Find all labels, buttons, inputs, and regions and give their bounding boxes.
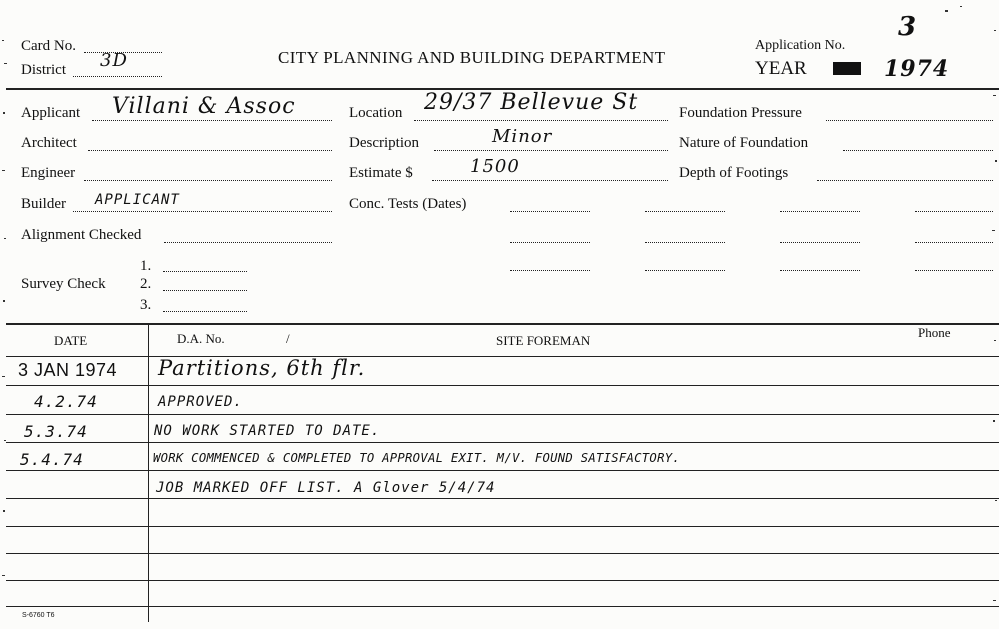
- log-entry-3: NO WORK STARTED TO DATE.: [154, 423, 381, 439]
- year-value: 1974: [884, 56, 950, 82]
- conc-tests-label: Conc. Tests (Dates): [349, 196, 467, 212]
- estimate-value: 1500: [470, 156, 520, 177]
- alignment-label: Alignment Checked: [21, 227, 142, 243]
- year-label: YEAR: [755, 58, 807, 79]
- applicant-label: Applicant: [21, 105, 81, 121]
- survey-2: 2.: [140, 276, 152, 292]
- card-no-label: Card No.: [21, 38, 76, 54]
- phone-header: Phone: [918, 325, 951, 340]
- location-label: Location: [349, 105, 403, 121]
- description-label: Description: [349, 135, 419, 151]
- survey-label: Survey Check: [21, 276, 106, 292]
- log-date-1: 3 JAN 1974: [18, 360, 118, 380]
- application-no-label: Application No.: [755, 38, 846, 53]
- estimate-label: Estimate $: [349, 165, 413, 181]
- log-date-4: 5.4.74: [20, 450, 84, 469]
- da-slash: /: [286, 331, 290, 346]
- date-header: DATE: [54, 333, 88, 348]
- log-entry-1: Partitions, 6th flr.: [158, 356, 366, 380]
- engineer-label: Engineer: [21, 165, 76, 181]
- applicant-value: Villani & Assoc: [112, 94, 296, 119]
- log-date-2: 4.2.74: [34, 392, 98, 411]
- district-value: 3D: [100, 50, 128, 71]
- location-value: 29/37 Bellevue St: [424, 90, 639, 115]
- department-title: CITY PLANNING AND BUILDING DEPARTMENT: [278, 48, 666, 67]
- survey-1: 1.: [140, 258, 152, 274]
- description-value: Minor: [492, 126, 553, 147]
- form-code: S-6760 T6: [22, 612, 55, 619]
- da-no-header: D.A. No.: [177, 331, 225, 346]
- builder-label: Builder: [21, 196, 66, 212]
- depth-footings-label: Depth of Footings: [679, 165, 789, 181]
- application-no-value: 3: [898, 12, 918, 42]
- log-date-3: 5.3.74: [24, 422, 88, 441]
- builder-value: APPLICANT: [95, 192, 180, 208]
- log-entry-4: WORK COMMENCED & COMPLETED TO APPROVAL EXIT. M/V. FOUND SATISFACTORY.: [153, 451, 680, 465]
- survey-3: 3.: [140, 297, 152, 313]
- log-entry-5: JOB MARKED OFF LIST. A Glover 5/4/74: [156, 480, 496, 496]
- architect-label: Architect: [21, 135, 77, 151]
- foundation-pressure-label: Foundation Pressure: [679, 105, 802, 121]
- district-label: District: [21, 62, 66, 78]
- nature-foundation-label: Nature of Foundation: [679, 135, 809, 151]
- site-foreman-header: SITE FOREMAN: [496, 333, 591, 348]
- log-entry-2: APPROVED.: [158, 394, 243, 410]
